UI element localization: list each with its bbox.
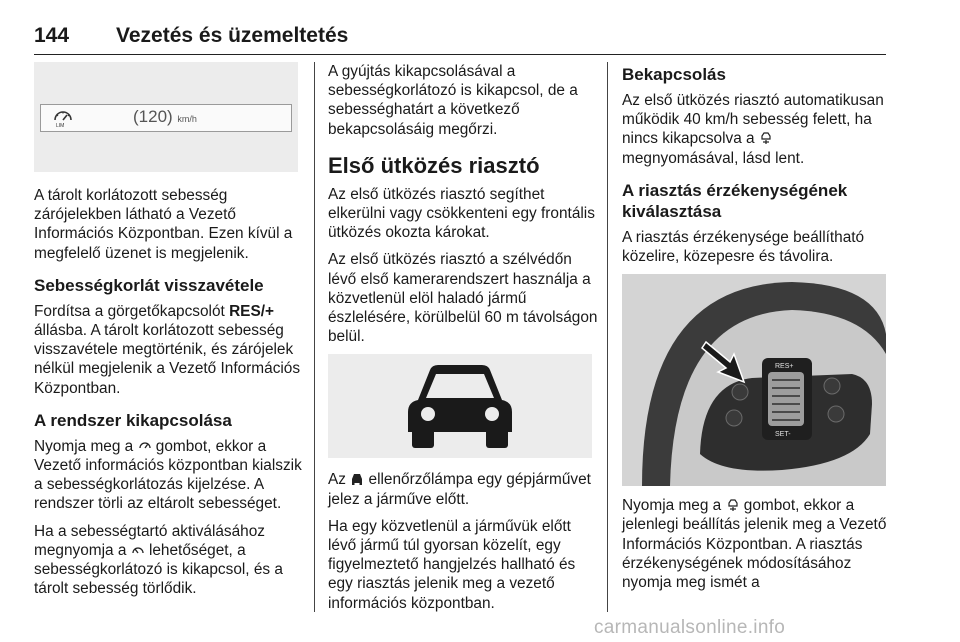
steering-wheel-illustration bbox=[622, 274, 886, 486]
paragraph: Fordítsa a görgetőkapcsolót RES/+ állásba. A tárolt korlátozott sebesség visszavétele megtörténik, és zárójelek nélkül megjelenik a Vezető Információs Központban. bbox=[34, 302, 301, 397]
heading-switch-off: A rendszer kikapcsolása bbox=[34, 410, 232, 430]
collision-alert-button-icon bbox=[726, 498, 740, 512]
column-divider bbox=[607, 62, 608, 612]
speed-limiter-icon bbox=[51, 108, 75, 128]
vehicle-ahead-figure bbox=[328, 354, 592, 458]
speed-value: (120) bbox=[133, 107, 173, 126]
paragraph: A riasztás érzékenysége beállítható közelire, közepesre és távolira. bbox=[622, 228, 865, 266]
page-title: Vezetés és üzemeltetés bbox=[116, 24, 349, 47]
page-number: 144 bbox=[34, 24, 70, 47]
speed-display-figure bbox=[34, 62, 298, 172]
paragraph: Ha a sebességtartó aktiválásához megnyomja a lehetőséget, a sebességkorlátozó is kikapcsol, és a tárolt sebesség törlődik. bbox=[34, 522, 283, 598]
paragraph: A gyújtás kikapcsolásával a sebességkorlátozó is kikapcsol, de a sebességhatárt a következő bekapcsolásáig megőrzi. bbox=[328, 63, 578, 138]
paragraph: Az első ütközés riasztó segíthet elkerülni vagy csökkenteni egy frontális ütközés okozta károkat. bbox=[328, 185, 595, 242]
vehicle-ahead-icon bbox=[350, 472, 364, 486]
paragraph: Ha egy közvetlenül a járművük előtt lévő jármű túl gyorsan közelít, egy figyelmeztető hangjelzés hallható és egy riasztás jelenik meg a vezető információs központban. bbox=[328, 517, 576, 612]
paragraph: Nyomja meg a gombot, ekkor a jelenlegi beállítás jelenik meg a Vezető Információs Központban. A riasztás érzékenységének módosításához nyomja meg ismét a bbox=[622, 497, 887, 592]
page-header bbox=[34, 20, 886, 55]
speed-limiter-icon bbox=[138, 439, 152, 453]
set-wheel-label: SET- bbox=[775, 431, 791, 439]
res-label: RES/+ bbox=[229, 302, 274, 320]
steering-wheel-figure bbox=[622, 274, 886, 486]
heading-sensitivity: A riasztás érzékenységének kiválasztása bbox=[622, 180, 848, 221]
vehicle-ahead-icon bbox=[396, 360, 524, 452]
column-3 bbox=[622, 62, 892, 600]
speed-display-bar bbox=[40, 104, 292, 132]
paragraph: Az első ütközés riasztó a szélvédőn lévő első kamerarendszert használja a közvetlenül elöl haladó jármű észlelésére, körülbelül 60 m távolságon belül. bbox=[328, 251, 598, 346]
paragraph: Nyomja meg a gombot, ekkor a Vezető információs központban kialszik a sebességkorlátozás kijelzése. A rendszer törli az eltárolt sebességet. bbox=[34, 437, 302, 513]
lim-label: LIM bbox=[56, 123, 65, 128]
heading-activation: Bekapcsolás bbox=[622, 65, 726, 84]
paragraph: A tárolt korlátozott sebesség zárójelekben látható a Vezető Információs Központban. Ezen kívül a megfelelő üzenet is megjelenik. bbox=[34, 187, 293, 262]
heading-resume: Sebességkorlát visszavétele bbox=[34, 275, 264, 295]
res-wheel-label: RES+ bbox=[775, 363, 794, 371]
paragraph: Az első ütközés riasztó automatikusan működik 40 km/h sebesség felett, ha nincs kikapcsolva a megnyomásával, lásd lent. bbox=[622, 92, 884, 167]
section-heading: Első ütközés riasztó bbox=[328, 152, 540, 178]
collision-alert-button-icon bbox=[759, 131, 773, 145]
paragraph: Az ellenőrzőlámpa egy gépjárművet jelez a járműve előtt. bbox=[328, 471, 591, 508]
speed-unit: km/h bbox=[177, 114, 197, 124]
column-2 bbox=[328, 62, 598, 621]
column-1 bbox=[34, 62, 302, 606]
cruise-control-icon bbox=[131, 543, 145, 557]
column-divider bbox=[314, 62, 315, 612]
watermark: carmanualsonline.info bbox=[594, 617, 786, 638]
stored-speed bbox=[133, 107, 197, 129]
